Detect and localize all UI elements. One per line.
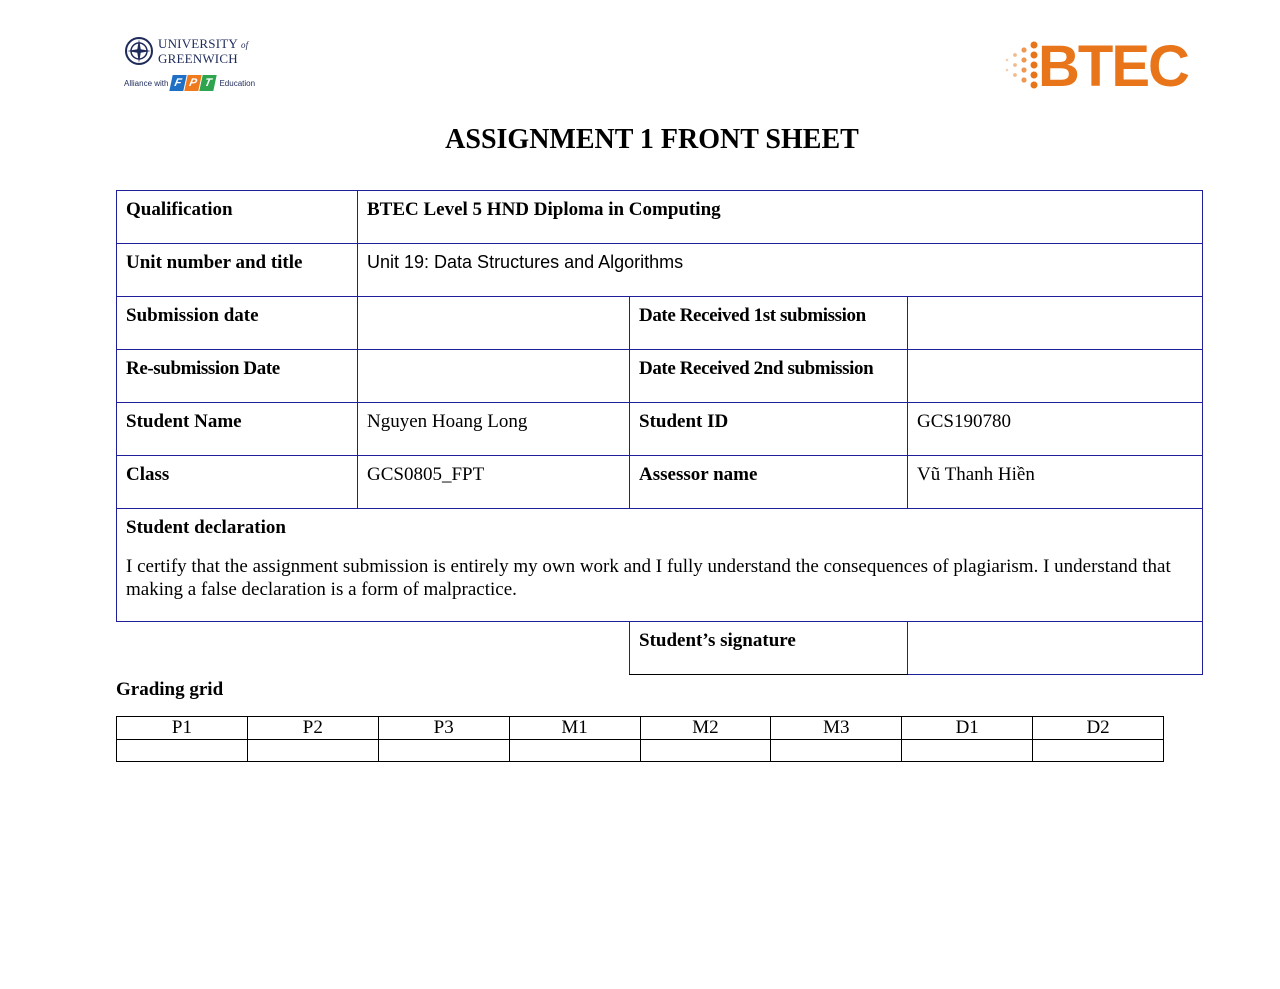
fpt-logo	[171, 75, 216, 91]
assessor-label: Assessor name	[630, 456, 908, 509]
submission-date-field[interactable]	[358, 297, 630, 350]
btec-dots-icon	[1000, 37, 1040, 97]
unit-label: Unit number and title	[117, 244, 358, 297]
grading-header-row	[117, 717, 1164, 740]
grade-header: P1	[117, 717, 248, 740]
grading-grid-label: Grading grid	[116, 679, 224, 700]
grade-cell[interactable]	[640, 740, 771, 762]
signature-label: Student’s signature	[630, 622, 908, 675]
submission-date-label: Submission date	[117, 297, 358, 350]
date-received-2-label: Date Received 2nd submission	[630, 350, 908, 403]
assessor-value: Vũ Thanh Hiền	[908, 456, 1203, 509]
front-sheet-table	[116, 190, 1203, 675]
date-received-1-field[interactable]	[908, 297, 1203, 350]
table-row	[117, 509, 1203, 622]
student-declaration	[117, 509, 1203, 622]
date-received-1-label: Date Received 1st submission	[630, 297, 908, 350]
grade-cell[interactable]	[247, 740, 378, 762]
table-row	[117, 191, 1203, 244]
table-row	[117, 297, 1203, 350]
resubmission-date-field[interactable]	[358, 350, 630, 403]
university-of-greenwich-logo	[124, 36, 264, 102]
grade-header: M2	[640, 717, 771, 740]
student-name-label: Student Name	[117, 403, 358, 456]
signature-field[interactable]	[908, 622, 1203, 675]
blank-cell	[117, 622, 630, 675]
grade-header: M3	[771, 717, 902, 740]
declaration-heading: Student declaration	[126, 517, 286, 538]
table-row	[117, 244, 1203, 297]
fpt-letter: F	[170, 75, 187, 91]
grade-header: P3	[378, 717, 509, 740]
class-value: GCS0805_FPT	[358, 456, 630, 509]
unit-value: Unit 19: Data Structures and Algorithms	[358, 244, 1203, 297]
grade-cell[interactable]	[771, 740, 902, 762]
student-id-label: Student ID	[630, 403, 908, 456]
grade-cell[interactable]	[509, 740, 640, 762]
qualification-label: Qualification	[117, 191, 358, 244]
grade-cell[interactable]	[1033, 740, 1164, 762]
grade-cell[interactable]	[378, 740, 509, 762]
grade-header: D2	[1033, 717, 1164, 740]
grade-header: P2	[247, 717, 378, 740]
table-row	[117, 403, 1203, 456]
fpt-alliance: Alliance with F P T Education	[124, 77, 256, 89]
grade-cell[interactable]	[902, 740, 1033, 762]
grading-value-row	[117, 740, 1164, 762]
table-row	[117, 350, 1203, 403]
class-label: Class	[117, 456, 358, 509]
grade-cell[interactable]	[117, 740, 248, 762]
compass-crest-icon	[124, 36, 154, 66]
table-row	[117, 622, 1203, 675]
fpt-letter: T	[200, 75, 217, 91]
page-title: ASSIGNMENT 1 FRONT SHEET	[445, 124, 859, 155]
student-name-value: Nguyen Hoang Long	[358, 403, 630, 456]
grading-grid	[116, 716, 1164, 762]
date-received-2-field[interactable]	[908, 350, 1203, 403]
grade-header: M1	[509, 717, 640, 740]
grade-header: D1	[902, 717, 1033, 740]
student-id-value: GCS190780	[908, 403, 1203, 456]
university-name: UNIVERSITY of GREENWICH	[158, 36, 249, 66]
btec-logo: BTEC	[1000, 34, 1196, 100]
qualification-value: BTEC Level 5 HND Diploma in Computing	[358, 191, 1203, 244]
declaration-text: I certify that the assignment submission is entirely my own work and I fully understand the consequences of plagiarism. I understand that making a false declaration is a form of malpractice.	[126, 556, 1171, 600]
resubmission-date-label: Re-submission Date	[117, 350, 358, 403]
table-row	[117, 456, 1203, 509]
fpt-letter: P	[185, 75, 202, 91]
